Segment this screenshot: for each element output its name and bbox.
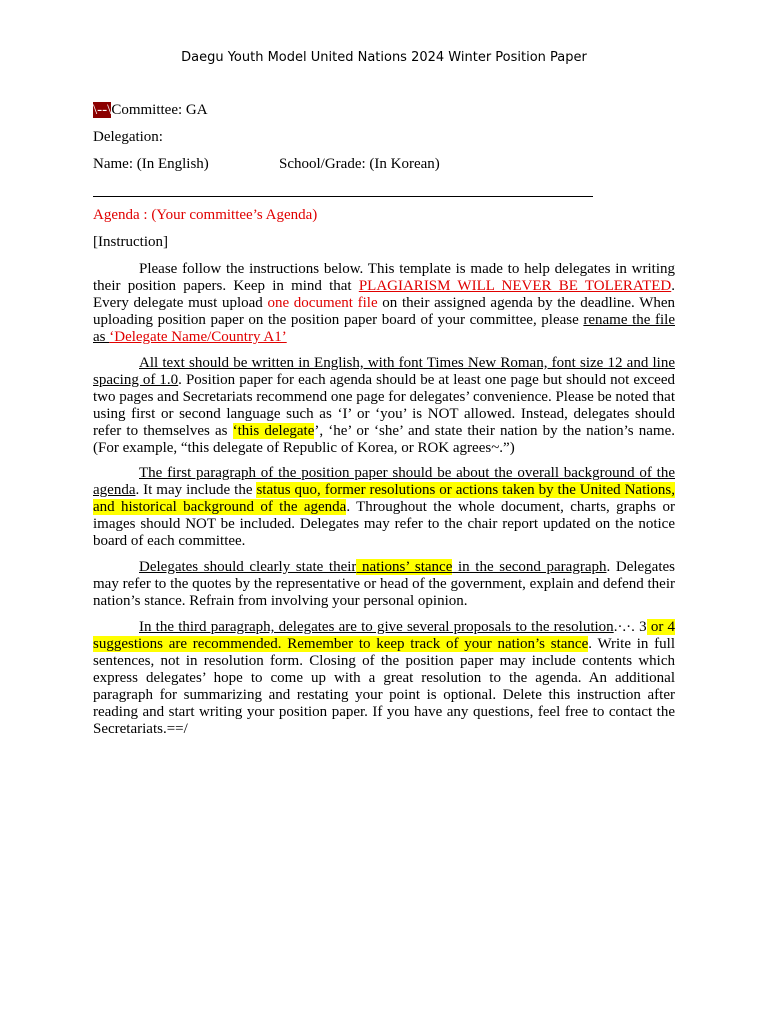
file-name-format: ‘Delegate Name/Country A1’ [109,329,287,345]
this-delegate-highlight: ‘this delegate [232,423,315,439]
instruction-label: [Instruction] [93,234,168,250]
p2-format-rule: All text should be written in English, with font Times New Roman, font size 12 and line spacing of 1.0 [93,355,675,388]
paragraph-1 [93,261,675,346]
p3-text-d: . Throughout the whole document, charts, graphs or images should NOT be included. Delegates may refer to the chair report updated on the notice board of each committee. [93,499,675,549]
rename-instruction: rename the file as [93,312,675,345]
p4-text-a: Delegates should clearly state their [139,559,357,575]
p1-text-a: Please follow the instructions below. This template is made to help delegates in writing their position papers. Keep in mind that [93,261,675,294]
paragraph-5 [93,619,675,738]
divider [93,196,593,197]
nations-stance-highlight: nations’ stance [356,559,453,575]
paragraph-4 [93,559,675,610]
plagiarism-warning: PLAGIARISM WILL NEVER BE TOLERATED [358,278,672,294]
p1-text-e: on their assigned agenda by the deadline. When uploading position paper on the position paper board of your committee, please [93,295,676,328]
committee-line [93,102,208,119]
p3-first-paragraph-rule: The first paragraph of the position paper should be about the overall background of the agenda [93,465,675,498]
p4-text-d: . Delegates may refer to the quotes by the representative or head of the government, explain and defend their nation’s stance. Refrain from involving your personal opinion. [93,559,675,609]
p3-text-b: . It may include the [135,482,257,498]
edit-mark: \--\ [93,102,112,118]
p1-text-c: . Every delegate must upload [93,278,675,311]
p5-text-d: . Write in full sentences, not in resolution form. Closing of the position paper may include contents which express delegates’ hope to come up with a great resolution to the agenda. An additional paragraph for summarizing and restating your point is optional. Delete this instruction after reading and start writing your position paper. If you have any questions, feel free to contact the Secretariats.==/ [93,636,675,737]
agenda-label: Agenda : (Your committee’s Agenda) [93,207,318,223]
p4-text-c: in the second paragraph [452,559,607,575]
paragraph-2 [93,355,675,457]
p5-highlight: or 4 suggestions are recommended. Remember to keep track of your nation’s stance [93,619,675,652]
page-header: Daegu Youth Model United Nations 2024 Winter Position Paper [181,50,587,65]
committee-label: Committee: GA [111,102,208,118]
paragraph-3 [93,465,675,550]
delegation-label: Delegation: [93,129,163,145]
p2-text-b: . Position paper for each agenda should be at least one page but should not exceed two pages and Secretariats recommend one page for delegates’ convenience. Please be noted that using first or second language such as ‘I’ or ‘you’ is NOT allowed. Instead, delegates should refer to themselves as [93,372,675,439]
one-document-file: one document file [267,295,378,311]
p5-text-a: In the third paragraph, delegates are to give several proposals to the resolution [139,619,614,635]
p5-text-b: .·.·. 3 [613,619,647,635]
p3-highlight: status quo, former resolutions or actions taken by the United Nations, and historical background of the agenda [93,482,675,515]
name-label: Name: (In English) [93,156,209,172]
school-label: School/Grade: (In Korean) [279,156,440,172]
p2-text-d: ’, ‘he’ or ‘she’ and state their nation by the nation’s name. (For example, “this delegate of Republic of Korea, or ROK agrees~.”) [93,423,675,456]
